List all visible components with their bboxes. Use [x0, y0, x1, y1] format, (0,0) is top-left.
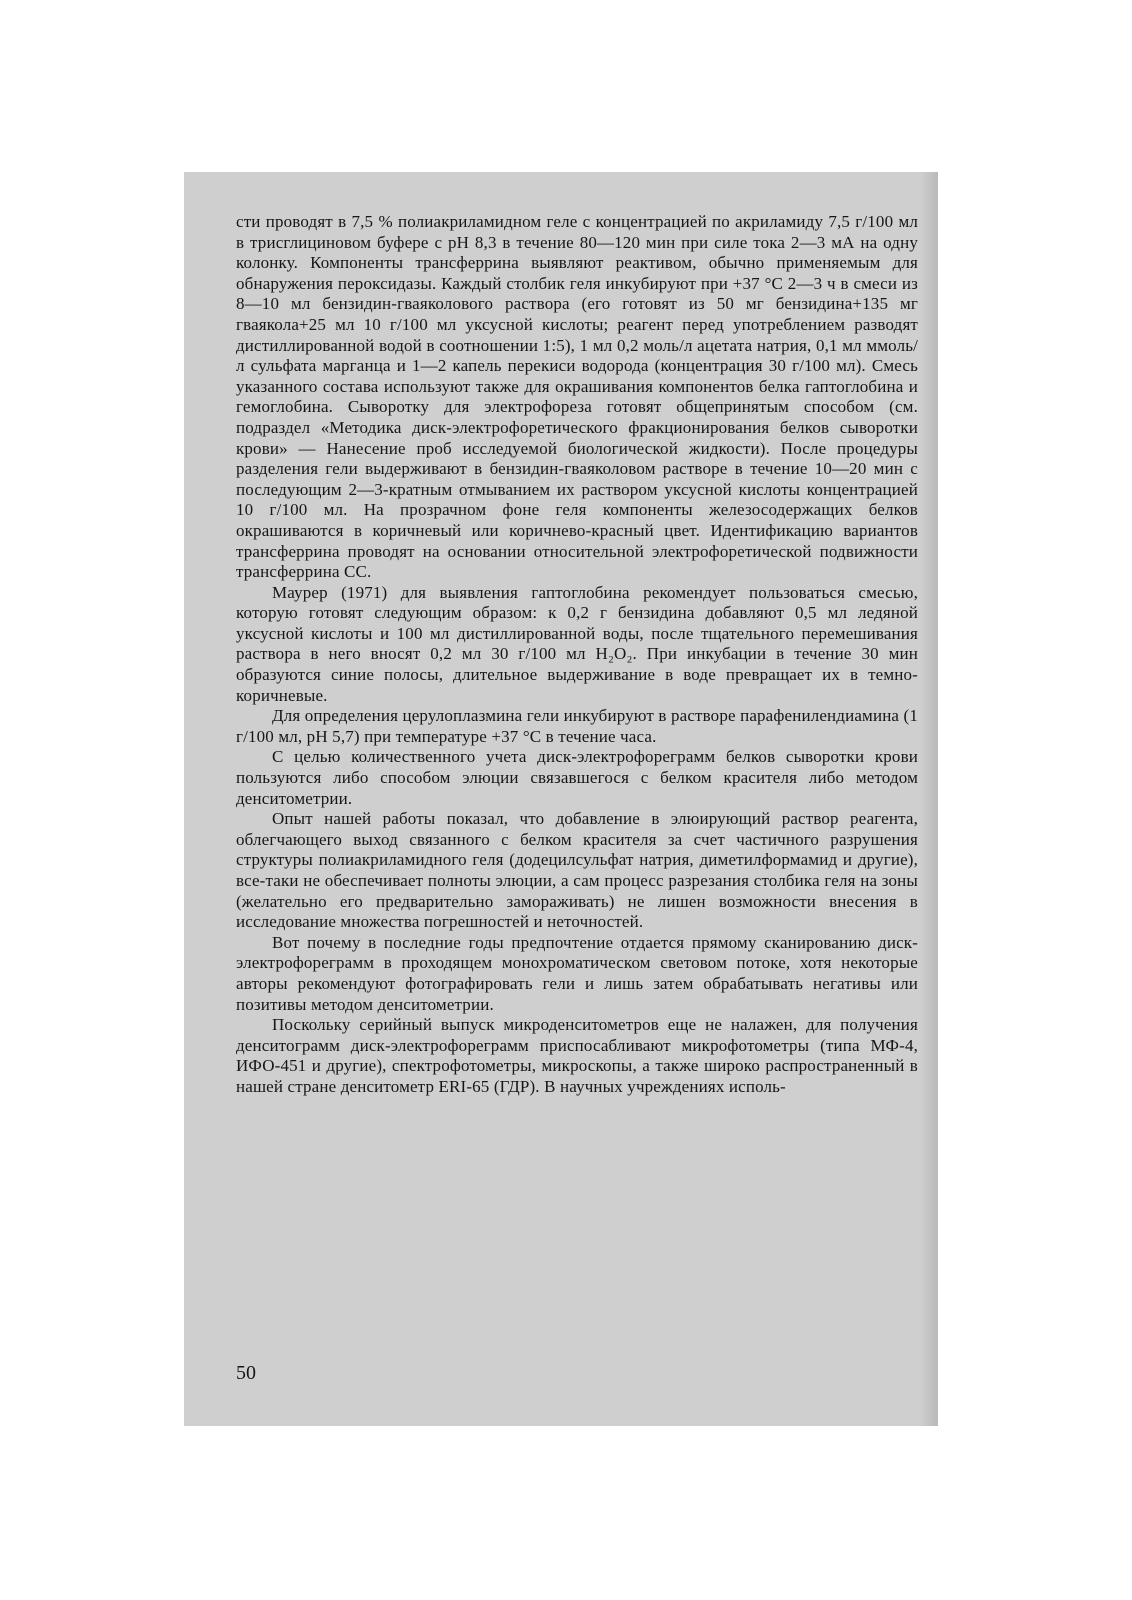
- paragraph-6: Вот почему в последние годы предпочтение отдается прямому сканированию диск-электрофореграмм в проходящем монохроматическом световом потоке, хотя некоторые авторы рекомендуют фотографировать гели и лишь затем обрабатывать негативы или позитивы методом денситометрии.: [236, 932, 918, 1014]
- page-number: 50: [236, 1362, 256, 1384]
- paragraph-4: С целью количественного учета диск-электрофореграмм белков сыворотки крови пользуются либо способом элюции связавшегося с белком красителя либо методом денситометрии.: [236, 747, 918, 808]
- body-text: [236, 212, 918, 1098]
- paragraph-2: Маурер (1971) для выявления гаптоглобина рекомендует пользоваться смесью, которую готовят следующим образом: к 0,2 г бензидина добавляют 0,5 мл ледяной уксусной кислоты и 100 мл дистиллированной воды, после тщательного перемешивания раствора в него вносят 0,2 мл 30 г/100 мл H₂O₂. При инкубации в течение 30 мин образуются синие полосы, длительное выдерживание в воде превращает их в темно-коричневые.: [236, 582, 918, 705]
- paragraph-1: сти проводят в 7,5 % полиакриламидном геле с концентрацией по акриламиду 7,5 г/100 мл в трисглициновом буфере с pH 8,3 в течение 80—120 мин при силе тока 2—3 мА на одну колонку. Компоненты трансферрина выявляют реактивом, обычно применяемым для обнаружения пероксидазы. Каждый столбик геля инкубируют при +37 °С 2—3 ч в смеси из 8—10 мл бензидин-гваяколового раствора (его готовят из 50 мг бензидина+135 мг гваякола+25 мл 10 г/100 мл уксусной кислоты; реагент перед употреблением разводят дистиллированной водой в соотношении 1:5), 1 мл 0,2 моль/л ацетата натрия, 0,1 мл ммоль/л сульфата марганца и 1—2 капель перекиси водорода (концентрация 30 г/100 мл). Смесь указанного состава используют также для окрашивания компонентов белка гаптоглобина и гемоглобина. Сыворотку для электрофореза готовят общепринятым способом (см. подраздел «Методика диск-электрофоретического фракционирования белков сыворотки крови» — Нанесение проб исследуемой биологической жидкости). После процедуры разделения гели выдерживают в бензидин-гваяколовом растворе в течение 10—20 мин с последующим 2—3-кратным отмыванием их раствором уксусной кислоты концентрацией 10 г/100 мл. На прозрачном фоне геля компоненты железосодержащих белков окрашиваются в коричневый или коричнево-красный цвет. Идентификацию вариантов трансферрина проводят на основании относительной электрофоретической подвижности трансферрина СС.: [236, 212, 918, 582]
- paragraph-5: Опыт нашей работы показал, что добавление в элюирующий раствор реагента, облегчающего выход связанного с белком красителя за счет частичного разрушения структуры полиакриламидного геля (додецилсульфат натрия, диметилформамид и другие), все-таки не обеспечивает полноты элюции, а сам процесс разрезания столбика геля на зоны (желательно его предварительно замораживать) не лишен возможности внесения в исследование множества погрешностей и неточностей.: [236, 809, 918, 932]
- scanned-page: [184, 172, 938, 1426]
- paragraph-7: Поскольку серийный выпуск микроденситометров еще не налажен, для получения денситограмм диск-электрофореграмм приспосабливают микрофотометры (типа МФ-4, ИФО-451 и другие), спектрофотометры, микроскопы, а также широко распространенный в нашей стране денситометр ERI-65 (ГДР). В научных учреждениях исполь-: [236, 1015, 918, 1096]
- paragraph-3: Для определения церулоплазмина гели инкубируют в растворе парафенилендиамина (1 г/100 мл, pH 5,7) при температуре +37 °С в течение часа.: [236, 706, 918, 746]
